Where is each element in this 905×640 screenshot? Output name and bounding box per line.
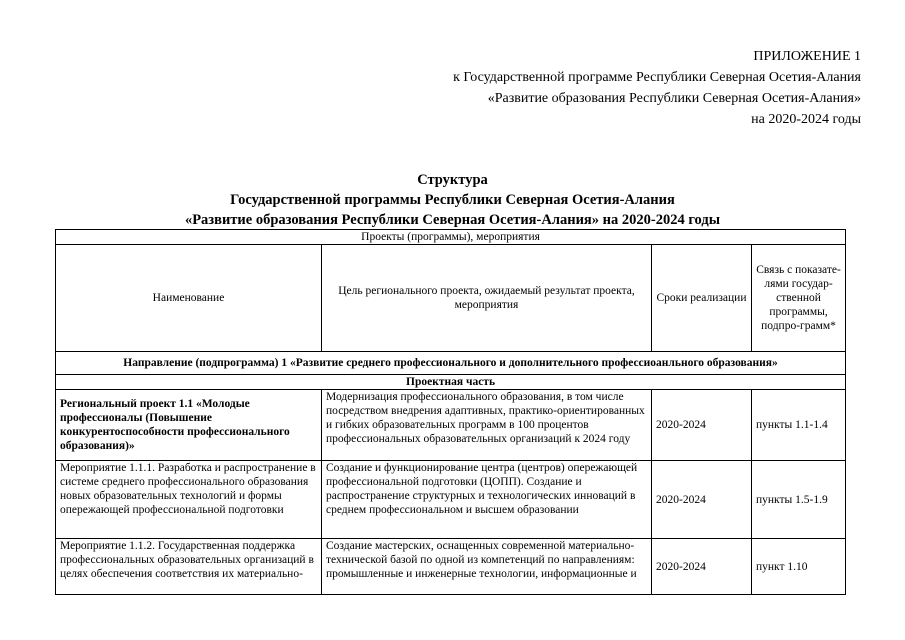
direction-cell: Направление (подпрограмма) 1 «Развитие среднего профессионального и дополнительного профессиоанльного образования»	[56, 352, 846, 375]
appendix-header	[453, 46, 861, 130]
row-name-cell: Мероприятие 1.1.1. Разработка и распространение в системе среднего профессионального образования новых образовательных технологий и формы опережающей профессиональной подготовки	[56, 461, 322, 539]
appendix-label: ПРИЛОЖЕНИЕ 1	[753, 49, 861, 64]
table-row	[56, 461, 846, 539]
table-row	[56, 539, 846, 595]
row-period-cell: 2020-2024	[652, 461, 752, 539]
row-link-cell: пункты 1.1-1.4	[752, 390, 846, 461]
table-group-header-row	[56, 230, 846, 245]
table-header-row	[56, 245, 846, 352]
header-goal: Цель регионального проекта, ожидаемый результат проекта, мероприятия	[322, 245, 652, 352]
appendix-program-ref: к Государственной программе Республики Северная Осетия-Алания	[453, 70, 861, 85]
project-part-cell: Проектная часть	[56, 375, 846, 390]
row-link-cell: пункты 1.5-1.9	[752, 461, 846, 539]
appendix-period: на 2020-2024 годы	[751, 112, 861, 127]
row-name-cell: Региональный проект 1.1 «Молодые профессионалы (Повышение конкурентоспособности профессионального образования)»	[56, 390, 322, 461]
row-period-cell: 2020-2024	[652, 539, 752, 595]
header-name: Наименование	[56, 245, 322, 352]
header-link: Связь с показате-лями государ-ственной программы, подпро-грамм*	[752, 245, 846, 352]
row-goal-cell: Создание и функционирование центра (центров) опережающей профессиональной подготовки (ЦОПП). Создание и распространение структурных и технологических инноваций в среднем профессиональном и высшем образовании	[322, 461, 652, 539]
row-name-cell: Мероприятие 1.1.2. Государственная поддержка профессиональных образовательных организаций в целях обеспечения соответствия их материально-	[56, 539, 322, 595]
table-row	[56, 390, 846, 461]
title-program-name: «Развитие образования Республики Северная Осетия-Алания» на 2020-2024 годы	[184, 212, 721, 228]
row-link-cell: пункт 1.10	[752, 539, 846, 595]
title-program: Государственной программы Республики Северная Осетия-Алания	[230, 192, 675, 208]
row-goal-cell: Создание мастерских, оснащенных современной материально-технической базой по одной из компетенций по направлениям: промышленные и инженерные технологии, информационные и	[322, 539, 652, 595]
group-header-cell: Проекты (программы), мероприятия	[56, 230, 846, 245]
structure-table	[55, 229, 846, 595]
row-goal-cell: Модернизация профессионального образования, в том числе посредством внедрения адаптивных, практико-ориентированных и гибких образовательных программ в 100 процентов профессиональных образовательных организаций к 2024 году	[322, 390, 652, 461]
title-structure: Структура	[417, 172, 488, 188]
project-part-row	[56, 375, 846, 390]
row-period-cell: 2020-2024	[652, 390, 752, 461]
document-title	[0, 170, 905, 230]
header-period: Сроки реализации	[652, 245, 752, 352]
appendix-program-name: «Развитие образования Республики Северная Осетия-Алания»	[487, 91, 861, 106]
direction-row	[56, 352, 846, 375]
